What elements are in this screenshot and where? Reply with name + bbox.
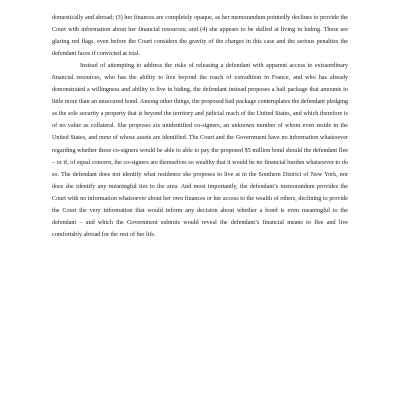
paragraph-2 [52,60,348,241]
paragraph-2-emphasis: none [98,135,111,142]
paragraph-1-text: domestically and abroad; (3) her finances are completely opaque, as her memorandum pointedly declines to provide the Court with information about her financial resources; and (4) she appears to be skilled at living in hiding. These are glaring red flags, even before the Court considers the gravity of the charges in this case and the serious penalties the defendant faces if convicted at trial. [52,15,348,58]
paragraph-2-text-a: Instead of attempting to address the risks of releasing a defendant with apparent access to extraordinary financial resources, who has the ability to live beyond the reach of extradition in France, and who has already demonstrated a willingness and ability to live in hiding, the defendant instead proposes a bail package that amounts to little more than an unsecured bond. Among other things, the proposed bail package contemplates the defendant pledging as the sole security a property that is beyond the territory and judicial reach of the United States, and which therefore is of no value as collateral. She proposes six unidentified co-signers, an unknown number of whom even reside in the United States, and [52,63,348,142]
paragraph-2-text-b: of whose assets are identified. The Court and the Government have no information whatsoever regarding whether these co-signers would be able to able to pay the proposed $5 million bond should the defendant flee – or if, of equal concern, the co-signers are themselves so wealthy that it would be no financial burden whatsoever to do so. The defendant does not identify what residence she proposes to live at in the Southern District of New York, nor does she identify any meaningful ties to the area. And most importantly, the defendant’s memorandum provides the Court with no information whatsoever about her own finances or her access to the wealth of others, declining to provide the Court the very information that would inform any decision about whether a bond is even meaningful to the defendant – and which the Government submits would reveal the defendant’s financial means to flee and live comfortably abroad for the rest of her life. [52,135,349,238]
paragraph-1 [52,12,348,60]
